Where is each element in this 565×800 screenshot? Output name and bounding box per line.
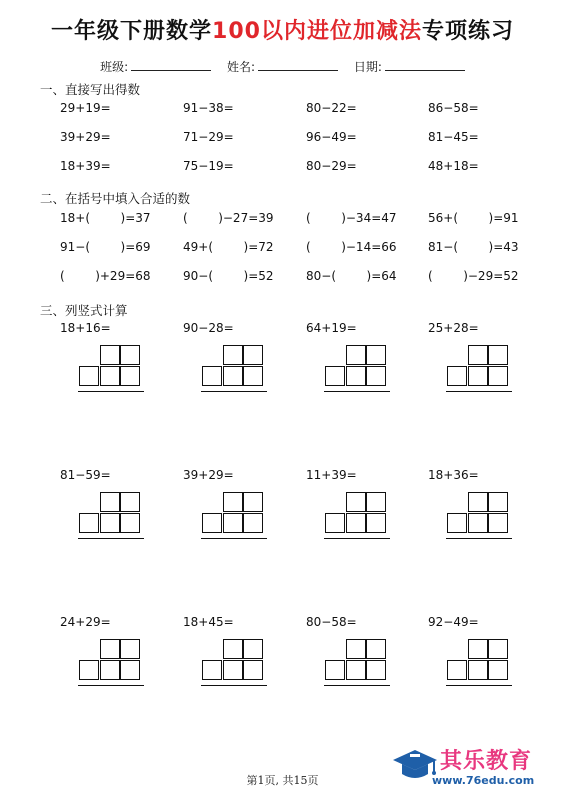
digit-box[interactable] — [488, 513, 508, 533]
digit-box[interactable] — [447, 513, 467, 533]
calc-underline — [446, 685, 512, 686]
vertical-calc-block — [428, 615, 538, 735]
digit-box[interactable] — [366, 345, 386, 365]
date-field[interactable] — [385, 61, 465, 71]
s2-problem: 81−( )=43 — [428, 240, 519, 254]
digit-box[interactable] — [120, 492, 140, 512]
digit-box[interactable] — [366, 366, 386, 386]
digit-box[interactable] — [100, 492, 120, 512]
s1-problem: 71−29= — [183, 130, 234, 144]
class-field[interactable] — [131, 61, 211, 71]
digit-box[interactable] — [243, 660, 263, 680]
s3-problem: 81−59= — [60, 468, 111, 482]
s1-problem: 86−58= — [428, 101, 479, 115]
digit-box[interactable] — [468, 639, 488, 659]
digit-box[interactable] — [325, 660, 345, 680]
vertical-calc-block — [183, 615, 293, 735]
vertical-calc-block — [306, 468, 416, 588]
digit-box[interactable] — [202, 513, 222, 533]
digit-box[interactable] — [202, 660, 222, 680]
s3-problem: 92−49= — [428, 615, 479, 629]
digit-box[interactable] — [120, 660, 140, 680]
vertical-calc-block — [428, 321, 538, 441]
vertical-calc-block — [306, 615, 416, 735]
calc-underline — [78, 685, 144, 686]
digit-box[interactable] — [100, 660, 120, 680]
page-title — [0, 14, 565, 45]
digit-box[interactable] — [468, 660, 488, 680]
digit-box[interactable] — [488, 345, 508, 365]
digit-box[interactable] — [120, 513, 140, 533]
digit-box[interactable] — [366, 513, 386, 533]
s2-problem: 90−( )=52 — [183, 269, 274, 283]
digit-box[interactable] — [120, 366, 140, 386]
brand-logo — [392, 742, 562, 794]
s2-problem: ( )−34=47 — [306, 211, 397, 225]
digit-box[interactable] — [223, 492, 243, 512]
vertical-calc-block — [183, 468, 293, 588]
s2-problem: 56+( )=91 — [428, 211, 519, 225]
calc-underline — [324, 685, 390, 686]
class-label: 班级: — [100, 60, 129, 74]
digit-box[interactable] — [366, 492, 386, 512]
digit-box[interactable] — [223, 345, 243, 365]
digit-box[interactable] — [325, 513, 345, 533]
vertical-calc-block — [428, 468, 538, 588]
digit-box[interactable] — [79, 660, 99, 680]
digit-box[interactable] — [366, 639, 386, 659]
s3-problem: 80−58= — [306, 615, 357, 629]
s2-problem: 18+( )=37 — [60, 211, 151, 225]
s3-problem: 39+29= — [183, 468, 234, 482]
s2-problem: ( )−14=66 — [306, 240, 397, 254]
vertical-calc-block — [306, 321, 416, 441]
s3-problem: 18+36= — [428, 468, 479, 482]
section-2-title: 二、在括号中填入合适的数 — [40, 191, 191, 206]
name-field[interactable] — [258, 61, 338, 71]
digit-box[interactable] — [223, 639, 243, 659]
digit-box[interactable] — [447, 660, 467, 680]
s2-problem: 91−( )=69 — [60, 240, 151, 254]
s3-problem: 64+19= — [306, 321, 357, 335]
date-label: 日期: — [353, 60, 382, 74]
page-footer: 第1页, 共15页 — [246, 774, 319, 787]
brand-name: 其乐教育 — [440, 749, 533, 774]
title-highlight: 100以内进位加减法 — [212, 19, 422, 44]
digit-box[interactable] — [120, 345, 140, 365]
digit-box[interactable] — [488, 639, 508, 659]
s2-problem: ( )−27=39 — [183, 211, 274, 225]
digit-box[interactable] — [243, 345, 263, 365]
brand-url: www.76edu.com — [432, 774, 535, 787]
s2-problem: ( )−29=52 — [428, 269, 519, 283]
s3-problem: 18+16= — [60, 321, 111, 335]
digit-box[interactable] — [346, 492, 366, 512]
s3-problem: 25+28= — [428, 321, 479, 335]
digit-box[interactable] — [243, 366, 263, 386]
digit-box[interactable] — [488, 492, 508, 512]
digit-box[interactable] — [100, 513, 120, 533]
digit-box[interactable] — [488, 660, 508, 680]
s2-problem: 80−( )=64 — [306, 269, 397, 283]
s1-row — [0, 159, 565, 175]
digit-box[interactable] — [79, 513, 99, 533]
digit-box[interactable] — [100, 345, 120, 365]
name-label: 姓名: — [226, 60, 256, 74]
digit-box[interactable] — [223, 513, 243, 533]
s1-problem: 29+19= — [60, 101, 111, 115]
s2-row — [0, 240, 565, 256]
calc-underline — [201, 685, 267, 686]
calc-underline — [324, 538, 390, 539]
digit-box[interactable] — [468, 366, 488, 386]
s3-problem: 18+45= — [183, 615, 234, 629]
s1-problem: 48+18= — [428, 159, 479, 173]
digit-box[interactable] — [346, 345, 366, 365]
calc-underline — [324, 391, 390, 392]
digit-box[interactable] — [223, 660, 243, 680]
calc-underline — [446, 391, 512, 392]
digit-box[interactable] — [325, 366, 345, 386]
digit-box[interactable] — [346, 660, 366, 680]
title-prefix: 一年级下册数学 — [51, 19, 213, 44]
digit-box[interactable] — [346, 639, 366, 659]
section-3-title: 三、列竖式计算 — [40, 303, 128, 318]
digit-box[interactable] — [243, 492, 263, 512]
s3-problem: 11+39= — [306, 468, 357, 482]
student-info-line — [0, 58, 565, 75]
digit-box[interactable] — [79, 366, 99, 386]
digit-box[interactable] — [346, 513, 366, 533]
s3-problem: 24+29= — [60, 615, 111, 629]
digit-box[interactable] — [100, 366, 120, 386]
calc-underline — [78, 391, 144, 392]
s2-problem: ( )+29=68 — [60, 269, 151, 283]
digit-box[interactable] — [468, 345, 488, 365]
section-1-title: 一、直接写出得数 — [40, 82, 141, 97]
digit-box[interactable] — [447, 366, 467, 386]
vertical-calc-block — [183, 321, 293, 441]
s1-problem: 81−45= — [428, 130, 479, 144]
digit-box[interactable] — [100, 639, 120, 659]
s1-problem: 80−22= — [306, 101, 357, 115]
title-suffix: 专项练习 — [421, 19, 514, 44]
vertical-calc-block — [60, 615, 170, 735]
s1-problem: 96−49= — [306, 130, 357, 144]
digit-box[interactable] — [468, 492, 488, 512]
s1-problem: 91−38= — [183, 101, 234, 115]
digit-box[interactable] — [202, 366, 222, 386]
s1-problem: 18+39= — [60, 159, 111, 173]
digit-box[interactable] — [223, 366, 243, 386]
calc-underline — [78, 538, 144, 539]
s1-problem: 39+29= — [60, 130, 111, 144]
digit-box[interactable] — [366, 660, 386, 680]
digit-box[interactable] — [243, 639, 263, 659]
calc-underline — [201, 391, 267, 392]
s1-row — [0, 130, 565, 146]
digit-box[interactable] — [243, 513, 263, 533]
s1-problem: 80−29= — [306, 159, 357, 173]
digit-box[interactable] — [488, 366, 508, 386]
digit-box[interactable] — [468, 513, 488, 533]
vertical-calc-block — [60, 468, 170, 588]
s3-problem: 90−28= — [183, 321, 234, 335]
digit-box[interactable] — [346, 366, 366, 386]
s1-row — [0, 101, 565, 117]
s2-row — [0, 269, 565, 285]
s1-problem: 75−19= — [183, 159, 234, 173]
s2-row — [0, 211, 565, 227]
s2-problem: 49+( )=72 — [183, 240, 274, 254]
calc-underline — [446, 538, 512, 539]
digit-box[interactable] — [120, 639, 140, 659]
calc-underline — [201, 538, 267, 539]
vertical-calc-block — [60, 321, 170, 441]
